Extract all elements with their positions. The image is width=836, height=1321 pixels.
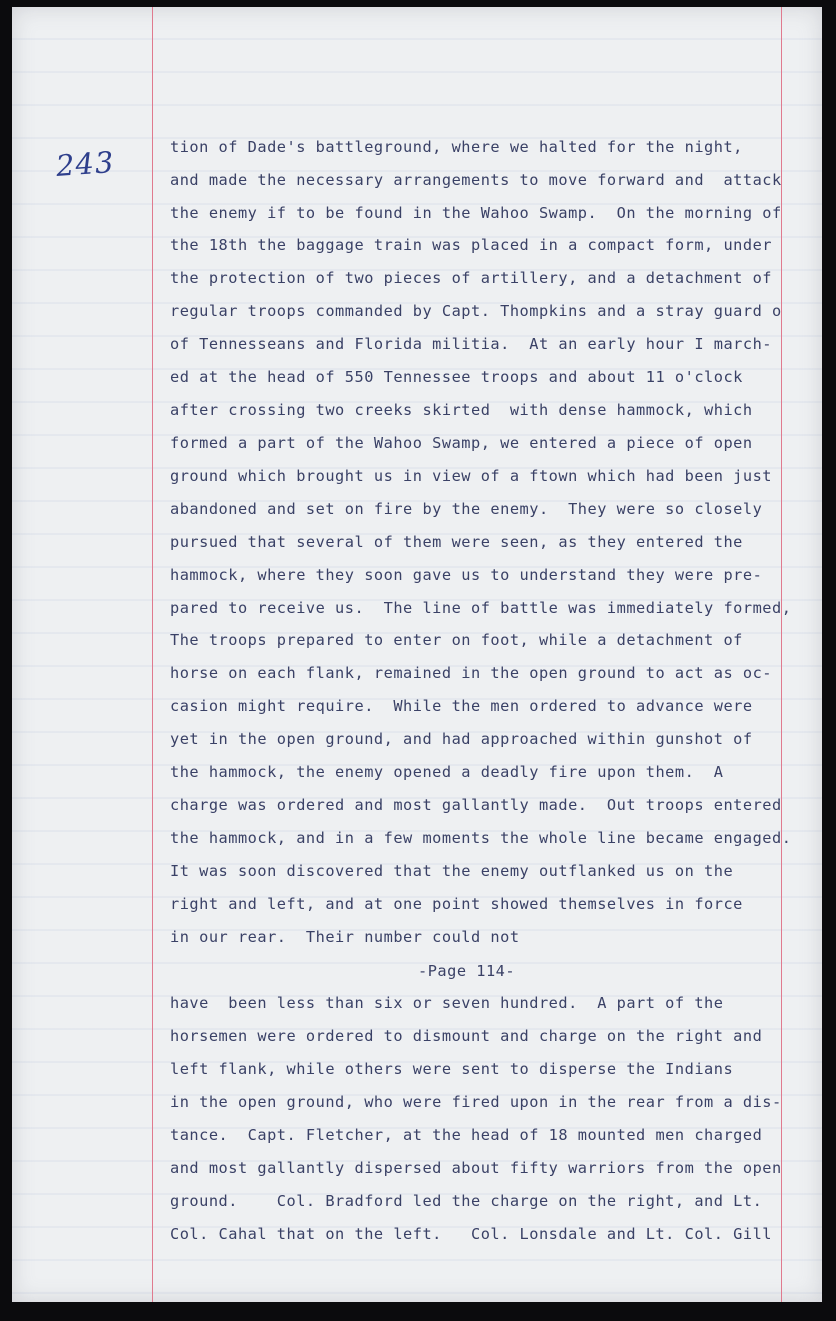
text-line: right and left, and at one point showed themselves in force — [170, 895, 743, 913]
text-line: casion might require. While the men ordered to advance were — [170, 697, 753, 715]
text-line: ground. Col. Bradford led the charge on the right, and Lt. — [170, 1192, 763, 1210]
text-line: the enemy if to be found in the Wahoo Swamp. On the morning of — [170, 204, 782, 222]
text-line: in our rear. Their number could not — [170, 928, 520, 946]
text-line: horse on each flank, remained in the open ground to act as oc- — [170, 664, 772, 682]
handwritten-folio-number: 243 — [54, 145, 116, 183]
text-line: abandoned and set on fire by the enemy. They were so closely — [170, 500, 763, 518]
text-line: yet in the open ground, and had approached within gunshot of — [170, 730, 753, 748]
text-line: and made the necessary arrangements to move forward and attack — [170, 171, 782, 189]
text-line: the protection of two pieces of artillery, and a detachment of — [170, 269, 772, 287]
text-line: formed a part of the Wahoo Swamp, we entered a piece of open — [170, 434, 753, 452]
text-line: left flank, while others were sent to disperse the Indians — [170, 1060, 734, 1078]
text-line: pared to receive us. The line of battle was immediately formed, — [170, 599, 792, 617]
text-line: the hammock, the enemy opened a deadly fire upon them. A — [170, 763, 724, 781]
text-line: the hammock, and in a few moments the whole line became engaged. — [170, 829, 792, 847]
text-line: tion of Dade's battleground, where we halted for the night, — [170, 138, 743, 156]
text-line: The troops prepared to enter on foot, while a detachment of — [170, 631, 743, 649]
text-line: horsemen were ordered to dismount and charge on the right and — [170, 1027, 763, 1045]
text-line: the 18th the baggage train was placed in a compact form, under — [170, 236, 772, 254]
typewritten-sheet — [12, 7, 822, 1302]
text-line: tance. Capt. Fletcher, at the head of 18 mounted men charged — [170, 1126, 763, 1144]
text-line: have been less than six or seven hundred. A part of the — [170, 994, 724, 1012]
text-line: after crossing two creeks skirted with dense hammock, which — [170, 401, 753, 419]
text-line: charge was ordered and most gallantly made. Out troops entered — [170, 796, 782, 814]
text-line: ed at the head of 550 Tennessee troops and about 11 o'clock — [170, 368, 743, 386]
text-line: Col. Cahal that on the left. Col. Lonsdale and Lt. Col. Gill — [170, 1225, 772, 1243]
left-margin-rule — [152, 7, 153, 1302]
text-line: and most gallantly dispersed about fifty warriors from the open — [170, 1159, 782, 1177]
text-line: It was soon discovered that the enemy outflanked us on the — [170, 862, 734, 880]
text-line: regular troops commanded by Capt. Thompkins and a stray guard o — [170, 302, 782, 320]
text-line: of Tennesseans and Florida militia. At an early hour I march- — [170, 335, 772, 353]
text-line: hammock, where they soon gave us to understand they were pre- — [170, 566, 763, 584]
text-line: ground which brought us in view of a ftown which had been just — [170, 467, 772, 485]
text-line: pursued that several of them were seen, as they entered the — [170, 533, 743, 551]
page-number-marker: -Page 114- — [418, 962, 516, 980]
text-line: in the open ground, who were fired upon in the rear from a dis- — [170, 1093, 782, 1111]
